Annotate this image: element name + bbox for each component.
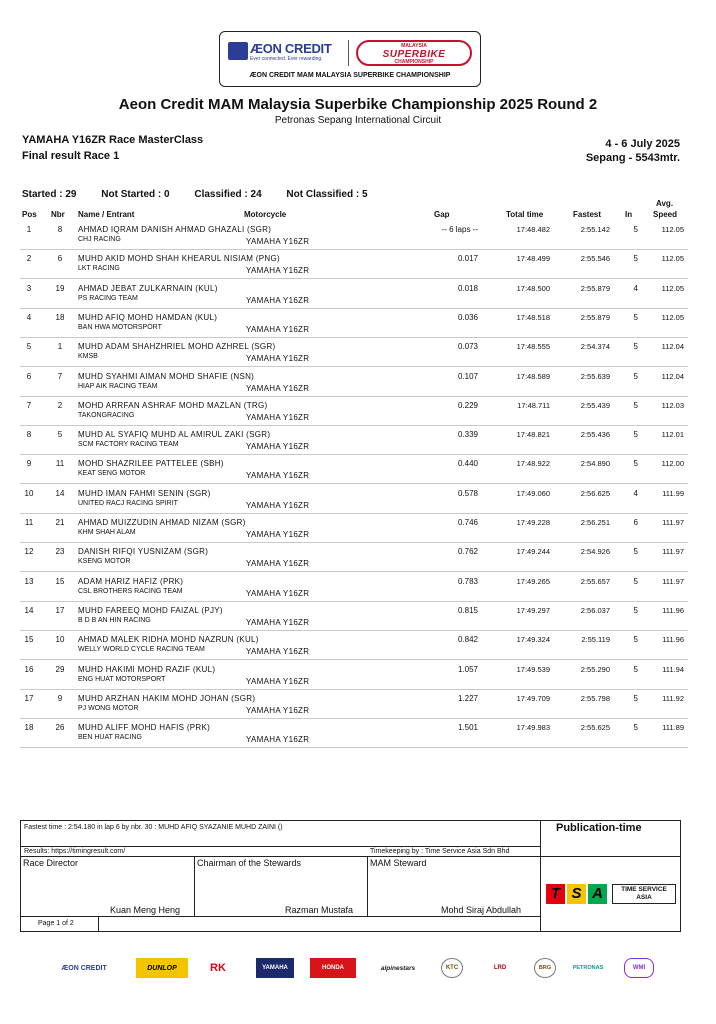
cell-entrant: BAN HWA MOTORSPORT: [78, 323, 162, 331]
table-row: [20, 368, 688, 397]
cell-rider-name: ADAM HARIZ HAFIZ (PRK): [78, 576, 184, 586]
cell-avg-speed: 111.97: [662, 576, 684, 586]
cell-in: 5: [633, 400, 638, 410]
cell-entrant: WELLY WORLD CYCLE RACING TEAM: [78, 646, 205, 654]
sponsor-rk: RK: [210, 962, 226, 974]
cell-gap: 0.815: [457, 605, 478, 615]
cell-rider-name: MUHD IMAN FAHMI SENIN (SGR): [78, 488, 211, 498]
sponsor-petronas: PETRONAS: [572, 965, 604, 971]
cell-fastest: 2:55.290: [580, 664, 610, 674]
cell-pos: 10: [24, 488, 34, 498]
cell-fastest: 2:55.625: [580, 723, 610, 733]
table-row: [20, 573, 688, 602]
cell-nbr: 9: [57, 693, 63, 703]
cell-entrant: CHJ RACING: [78, 236, 121, 243]
cell-nbr: 11: [55, 459, 65, 469]
cell-avg-speed: 111.97: [662, 547, 684, 557]
col-pos: Pos: [22, 210, 37, 219]
event-date: 4 - 6 July 2025: [605, 138, 680, 150]
cell-entrant: UNITED RACJ RACING SPIRIT: [78, 499, 178, 507]
table-row: [20, 690, 688, 719]
cell-fastest: 2:55.879: [580, 312, 610, 322]
championship-logo-box: [219, 31, 481, 87]
sponsor-aeon: ÆON CREDIT: [61, 964, 107, 972]
cell-motorcycle: YAMAHA Y16ZR: [246, 471, 310, 481]
footer-top-line: [20, 820, 680, 821]
chairman-label: Chairman of the Stewards: [197, 858, 302, 868]
cell-nbr: 2: [57, 400, 63, 410]
cell-total-time: 17:49.297: [516, 605, 550, 615]
cell-gap: 1.227: [457, 693, 478, 703]
table-row: [20, 543, 688, 572]
cell-in: 5: [633, 576, 638, 586]
cell-entrant: LKT RACING: [78, 265, 120, 273]
cell-gap: 0.339: [457, 430, 478, 440]
logo-caption: ÆON CREDIT MAM MALAYSIA SUPERBIKE CHAMPIONSHIP: [249, 72, 451, 79]
cell-pos: 5: [26, 342, 32, 352]
table-row: [20, 426, 688, 455]
cell-total-time: 17:48.589: [516, 371, 550, 381]
cell-nbr: 10: [55, 635, 65, 645]
aeon-logo-tagline: Ever connected. Ever rewarding.: [250, 56, 323, 62]
cell-motorcycle: YAMAHA Y16ZR: [246, 588, 310, 598]
cell-pos: 11: [24, 518, 34, 527]
cell-avg-speed: 112.05: [661, 254, 684, 264]
cell-total-time: 17:48.821: [516, 430, 550, 440]
cell-in: 5: [633, 723, 638, 733]
tsa-letter-a: A: [588, 884, 607, 904]
page-title: Aeon Credit MAM Malaysia Superbike Championship 2025 Round 2: [118, 96, 598, 113]
table-row: [20, 221, 688, 250]
race-director-name: Kuan Meng Heng: [110, 905, 181, 915]
cell-pos: 7: [26, 400, 32, 410]
cell-motorcycle: YAMAHA Y16ZR: [246, 295, 310, 305]
cell-gap: 0.107: [457, 371, 478, 381]
timekeeping-note: Timekeeping by : Time Service Asia Sdn Bhd: [370, 848, 510, 855]
cell-motorcycle: YAMAHA Y16ZR: [246, 237, 310, 246]
cell-fastest: 2:55.439: [580, 400, 610, 410]
cell-in: 5: [633, 664, 638, 674]
cell-total-time: 17:49.265: [516, 576, 550, 586]
col-name: Name / Entrant: [78, 210, 135, 219]
cell-nbr: 14: [55, 488, 65, 498]
table-row: [20, 455, 688, 484]
page-number: Page 1 of 2: [38, 920, 74, 927]
cell-total-time: 17:49.228: [516, 518, 550, 527]
steward-label: MAM Steward: [370, 858, 427, 868]
footer-line-3: [20, 856, 680, 857]
cell-entrant: PJ WONG MOTOR: [78, 704, 139, 712]
cell-motorcycle: YAMAHA Y16ZR: [246, 530, 310, 539]
footer-vline-2: [367, 856, 368, 916]
cell-in: 5: [633, 693, 638, 703]
footer-vline-1: [194, 856, 195, 916]
cell-pos: 17: [24, 693, 34, 703]
cell-rider-name: AHMAD MALEK RIDHA MOHD NAZRUN (KUL): [78, 635, 259, 645]
chairman-name: Razman Mustafa: [285, 905, 354, 915]
cell-total-time: 17:49.709: [516, 693, 550, 703]
cell-motorcycle: YAMAHA Y16ZR: [246, 412, 310, 422]
table-row: [20, 397, 688, 426]
cell-pos: 1: [26, 225, 32, 234]
logo-divider: [348, 40, 349, 66]
cell-nbr: 8: [57, 225, 63, 234]
race-stats: [22, 189, 390, 200]
race-name: Final result Race 1: [22, 150, 120, 162]
cell-motorcycle: YAMAHA Y16ZR: [246, 324, 310, 334]
cell-nbr: 7: [57, 371, 63, 381]
superbike-logo: [356, 40, 472, 66]
cell-gap: 0.018: [457, 283, 478, 293]
col-total-time: Total time: [506, 210, 544, 219]
cell-fastest: 2:55.879: [580, 283, 610, 293]
cell-total-time: 17:48.518: [516, 312, 550, 322]
cell-avg-speed: 111.89: [662, 723, 684, 733]
cell-pos: 9: [26, 459, 32, 469]
cell-total-time: 17:48.555: [516, 342, 550, 352]
cell-rider-name: DANISH RIFQI YUSNIZAM (SGR): [78, 547, 209, 557]
cell-total-time: 17:49.244: [516, 547, 550, 557]
cell-total-time: 17:49.539: [516, 664, 550, 674]
cell-nbr: 21: [55, 518, 65, 527]
cell-gap: 0.229: [457, 400, 478, 410]
tsa-line-2: ASIA: [636, 894, 652, 901]
cell-gap: 0.842: [457, 635, 478, 645]
cell-entrant: TAKONGRACING: [78, 411, 135, 419]
cell-avg-speed: 112.01: [661, 430, 684, 440]
tsa-letter-s: S: [567, 884, 586, 904]
sponsor-wmi: WMI: [624, 958, 654, 978]
cell-fastest: 2:55.639: [580, 371, 610, 381]
cell-motorcycle: YAMAHA Y16ZR: [246, 354, 310, 364]
cell-total-time: 17:49.983: [516, 723, 550, 733]
cell-nbr: 1: [57, 342, 63, 352]
results-url[interactable]: Results: https://timingresult.com/: [24, 848, 126, 855]
sponsor-brg: BRG: [534, 958, 556, 978]
cell-gap: 0.073: [457, 342, 478, 352]
table-row: [20, 309, 688, 338]
cell-total-time: 17:48.922: [516, 459, 550, 469]
cell-entrant: KHM SHAH ALAM: [78, 529, 136, 536]
cell-total-time: 17:48.500: [516, 283, 550, 293]
cell-in: 5: [633, 371, 638, 381]
table-row: [20, 631, 688, 660]
cell-nbr: 19: [55, 283, 65, 293]
cell-in: 4: [633, 488, 638, 498]
cell-avg-speed: 111.99: [662, 488, 684, 498]
cell-pos: 2: [26, 254, 32, 264]
cell-gap: 0.578: [457, 488, 478, 498]
fastest-time-note: Fastest time : 2:54.180 in lap 6 by nbr. 30 : MUHD AFIQ SYAZANIE MUHD ZAINI (): [24, 824, 283, 831]
cell-fastest: 2:55.119: [581, 635, 610, 645]
sponsor-alpinestars: alpinestars: [380, 964, 416, 972]
cell-rider-name: MOHD SHAZRILEE PATTELEE (SBH): [78, 459, 224, 469]
col-nbr: Nbr: [51, 210, 65, 219]
cell-nbr: 29: [55, 664, 65, 674]
cell-gap: 0.783: [457, 576, 478, 586]
footer-vline-publication: [540, 820, 541, 932]
cell-entrant: CSL BROTHERS RACING TEAM: [78, 587, 183, 595]
col-in: In: [625, 210, 633, 219]
cell-motorcycle: YAMAHA Y16ZR: [246, 559, 310, 569]
cell-rider-name: AHMAD MUIZZUDIN AHMAD NIZAM (SGR): [78, 518, 246, 527]
circuit-name: Petronas Sepang International Circuit: [274, 115, 442, 126]
cell-in: 5: [633, 225, 638, 234]
cell-avg-speed: 111.96: [662, 635, 684, 645]
cell-avg-speed: 112.03: [661, 400, 684, 410]
cell-pos: 14: [24, 605, 34, 615]
cell-gap: 0.440: [457, 459, 478, 469]
cell-pos: 6: [26, 371, 32, 381]
cell-nbr: 5: [57, 430, 63, 440]
table-row: [20, 661, 688, 690]
cell-pos: 18: [24, 723, 34, 733]
cell-pos: 4: [26, 312, 32, 322]
sponsor-ktc: KTC: [441, 958, 463, 978]
tsa-wordmark: [612, 884, 676, 904]
sponsor-honda: HONDA: [310, 958, 356, 978]
cell-nbr: 23: [55, 547, 65, 557]
cell-fastest: 2:55.142: [580, 225, 610, 234]
cell-fastest: 2:56.625: [580, 488, 610, 498]
cell-rider-name: AHMAD IQRAM DANISH AHMAD GHAZALI (SGR): [78, 225, 272, 234]
cell-avg-speed: 112.04: [661, 371, 684, 381]
cell-pos: 16: [24, 664, 34, 674]
tsa-logo: [546, 884, 676, 904]
cell-in: 5: [633, 430, 638, 440]
cell-in: 5: [633, 547, 638, 557]
stat-not-classified: Not Classified : 5: [286, 189, 368, 200]
cell-gap: 1.057: [457, 664, 478, 674]
steward-name: Mohd Siraj Abdullah: [441, 905, 522, 915]
cell-nbr: 17: [55, 605, 65, 615]
cell-rider-name: MUHD AL SYAFIQ MUHD AL AMIRUL ZAKI (SGR): [78, 430, 271, 440]
cell-avg-speed: 112.05: [661, 225, 684, 234]
cell-motorcycle: YAMAHA Y16ZR: [246, 647, 310, 657]
sponsor-yamaha: YAMAHA: [256, 958, 294, 978]
cell-total-time: 17:48.482: [516, 225, 550, 234]
cell-pos: 3: [26, 283, 32, 293]
cell-entrant: B D B AN HIN RACING: [78, 616, 151, 624]
cell-rider-name: MUHD AFIQ MOHD HAMDAN (KUL): [78, 312, 218, 322]
cell-entrant: KEAT SENG MOTOR: [78, 470, 146, 478]
cell-avg-speed: 111.92: [662, 693, 684, 703]
cell-gap: 0.746: [457, 518, 478, 527]
cell-avg-speed: 112.05: [661, 312, 684, 322]
aeon-logo-name: ÆON CREDIT: [250, 41, 332, 56]
cell-motorcycle: YAMAHA Y16ZR: [246, 442, 310, 452]
superbike-logo-top: MALAYSIA: [401, 43, 427, 49]
cell-in: 5: [633, 605, 638, 615]
cell-motorcycle: YAMAHA Y16ZR: [246, 705, 310, 715]
sponsor-lrd: LRD: [493, 965, 507, 971]
cell-avg-speed: 111.97: [662, 518, 684, 527]
col-avg: Avg.: [656, 199, 674, 208]
cell-total-time: 17:49.324: [516, 635, 550, 645]
cell-gap: 0.036: [457, 312, 478, 322]
cell-nbr: 15: [55, 576, 65, 586]
cell-rider-name: MUHD AKID MOHD SHAH KHEARUL NISIAM (PNG): [78, 254, 280, 264]
cell-fastest: 2:55.798: [580, 693, 610, 703]
table-row: [20, 719, 688, 748]
stat-classified: Classified : 24: [194, 189, 262, 200]
tsa-line-1: TIME SERVICE: [621, 886, 667, 893]
cell-nbr: 18: [55, 312, 65, 322]
table-row: [20, 250, 688, 279]
col-motorcycle: Motorcycle: [244, 210, 287, 219]
cell-rider-name: MUHD ALIFF MOHD HAFIS (PRK): [78, 723, 211, 733]
cell-avg-speed: 111.96: [662, 605, 684, 615]
event-track: Sepang - 5543mtr.: [585, 152, 680, 164]
race-class: YAMAHA Y16ZR Race MasterClass: [22, 134, 204, 146]
cell-nbr: 26: [55, 723, 65, 733]
cell-motorcycle: YAMAHA Y16ZR: [246, 676, 310, 686]
cell-in: 6: [633, 518, 638, 527]
cell-gap: 0.762: [457, 547, 478, 557]
cell-avg-speed: 112.04: [661, 342, 684, 352]
aeon-logo-icon: [228, 42, 248, 60]
cell-fastest: 2:56.251: [580, 518, 610, 527]
cell-fastest: 2:54.890: [580, 459, 610, 469]
cell-rider-name: AHMAD JEBAT ZULKARNAIN (KUL): [78, 283, 218, 293]
footer-bottom-line: [20, 931, 680, 932]
tsa-letter-t: T: [546, 884, 565, 904]
cell-in: 5: [633, 312, 638, 322]
cell-pos: 13: [24, 576, 34, 586]
col-gap: Gap: [434, 210, 450, 219]
cell-entrant: ENG HUAT MOTORSPORT: [78, 675, 166, 683]
cell-fastest: 2:54.926: [580, 547, 610, 557]
race-director-label: Race Director: [23, 858, 79, 868]
cell-avg-speed: 112.00: [661, 459, 684, 469]
footer-line-2: [20, 846, 540, 847]
cell-pos: 12: [24, 547, 34, 557]
cell-gap: 0.017: [457, 254, 478, 264]
cell-rider-name: MUHD ARZHAN HAKIM MOHD JOHAN (SGR): [78, 693, 256, 703]
cell-pos: 15: [24, 635, 34, 645]
cell-avg-speed: 112.05: [661, 283, 684, 293]
cell-total-time: 17:48.711: [517, 400, 550, 410]
cell-gap: -- 6 laps --: [441, 225, 478, 234]
cell-fastest: 2:55.657: [580, 576, 610, 586]
cell-avg-speed: 111.94: [662, 664, 684, 674]
cell-entrant: HIAP AIK RACING TEAM: [78, 382, 158, 390]
cell-rider-name: MUHD HAKIMI MOHD RAZIF (KUL): [78, 664, 216, 674]
sponsor-dunlop: DUNLOP: [136, 958, 188, 978]
cell-in: 5: [633, 342, 638, 352]
footer-vline-right: [680, 820, 681, 932]
cell-rider-name: MUHD FAREEQ MOHD FAIZAL (PJY): [78, 605, 223, 615]
cell-in: 5: [633, 635, 638, 645]
cell-in: 4: [633, 283, 638, 293]
table-row: [20, 514, 688, 543]
cell-entrant: KSENG MOTOR: [78, 558, 131, 566]
table-row: [20, 338, 688, 367]
table-row: [20, 602, 688, 631]
cell-rider-name: MUHD SYAHMI AIMAN MOHD SHAFIE (NSN): [78, 371, 255, 381]
cell-in: 5: [633, 459, 638, 469]
cell-entrant: SCM FACTORY RACING TEAM: [78, 441, 179, 449]
col-fastest: Fastest: [573, 210, 602, 219]
cell-fastest: 2:56.037: [580, 605, 610, 615]
cell-rider-name: MOHD ARRFAN ASHRAF MOHD MAZLAN (TRG): [78, 400, 268, 410]
cell-pos: 8: [26, 430, 32, 440]
superbike-logo-sub: CHAMPIONSHIP: [394, 59, 434, 65]
cell-total-time: 17:49.060: [516, 488, 550, 498]
cell-entrant: BEN HUAT RACING: [78, 734, 142, 742]
stat-not-started: Not Started : 0: [101, 189, 170, 200]
table-row: [20, 280, 688, 309]
footer-vline-page: [98, 916, 99, 932]
cell-motorcycle: YAMAHA Y16ZR: [246, 617, 310, 627]
cell-gap: 1.501: [457, 723, 478, 733]
table-row: [20, 485, 688, 514]
col-speed: Speed: [653, 210, 678, 219]
cell-fastest: 2:54.374: [580, 342, 610, 352]
cell-total-time: 17:48.499: [516, 254, 550, 264]
cell-fastest: 2:55.546: [580, 254, 610, 264]
cell-entrant: KMSB: [78, 353, 98, 361]
stat-started: Started : 29: [22, 189, 77, 200]
publication-time: Publication-time: [556, 822, 642, 834]
cell-nbr: 6: [57, 254, 63, 264]
cell-in: 5: [633, 254, 638, 264]
cell-motorcycle: YAMAHA Y16ZR: [246, 383, 310, 393]
cell-motorcycle: YAMAHA Y16ZR: [246, 500, 310, 510]
cell-entrant: PS RACING TEAM: [78, 294, 138, 302]
superbike-logo-main: SUPERBIKE: [382, 49, 446, 60]
cell-fastest: 2:55.436: [580, 430, 610, 440]
cell-rider-name: MUHD ADAM SHAHZHRIEL MOHD AZHREL (SGR): [78, 342, 276, 352]
cell-motorcycle: YAMAHA Y16ZR: [246, 735, 310, 745]
cell-motorcycle: YAMAHA Y16ZR: [246, 266, 310, 276]
